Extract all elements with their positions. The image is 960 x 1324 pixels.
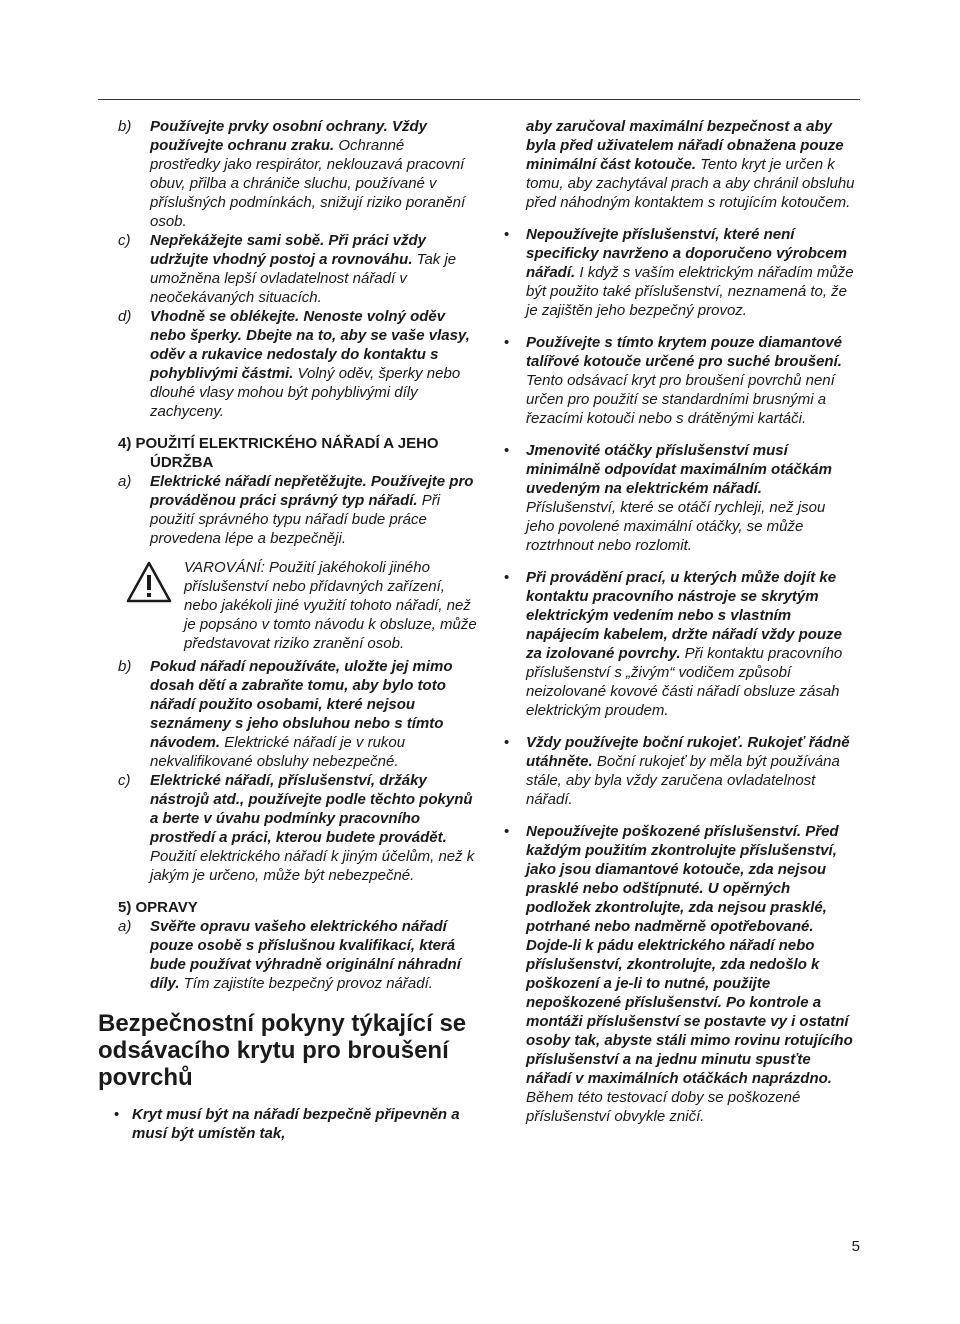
bullet-text: Boční rukojeť by měla být používána stále, aby byla vždy zaručena ovladatelnost nářadí. xyxy=(526,753,840,808)
item-marker: d) xyxy=(118,308,132,325)
right-column xyxy=(504,117,856,1126)
warning-block xyxy=(98,558,478,653)
bullet-bold-text: Při provádění prací, u kterých může dojít ke kontaktu pracovního nástroje se skrytým elektrickým vedením nebo s vlastním napájecím kabelem, držte nářadí vždy pouze za izolované povrchy. xyxy=(526,569,842,662)
list-item-1b xyxy=(98,117,478,231)
left-column xyxy=(98,117,478,1143)
warning-text: Použití jakéhokoli jiného příslušenství nebo přídavných zařízení, nebo jakékoli jiné využití tohoto nářadí, než je popsáno v tomto návodu k obsluze, může představovat riziko zranění osob. xyxy=(184,559,477,652)
bullet-item xyxy=(504,441,856,555)
bullet-bold-text: Vždy používejte boční rukojeť. Rukojeť řádně utáhněte. xyxy=(526,734,850,770)
bullet-bold-text: Používejte s tímto krytem pouze diamantové talířové kotouče určené pro suché broušení. xyxy=(526,334,842,370)
item-bold-text: Nepřekážejte sami sobě. Při práci vždy udržujte vhodný postoj a rovnováhu. xyxy=(150,232,426,268)
heading-line: 5) OPRAVY xyxy=(118,899,198,916)
bullet-dot: • xyxy=(504,226,510,243)
bullet-dot: • xyxy=(504,734,510,751)
item-bold-text: Používejte prvky osobní ochrany. Vždy používejte ochranu zraku. xyxy=(150,118,428,154)
bullet-text: Při kontaktu pracovního příslušenství s „živým“ vodičem způsobí neizolované kovové části nářadí obsluze zásah elektrickým proudem. xyxy=(526,645,843,719)
bullet-dot: • xyxy=(504,823,510,840)
item-text: Volný oděv, šperky nebo dlouhé vlasy mohou být pohyblivými díly zachyceny. xyxy=(150,365,461,420)
bullet-dot: • xyxy=(504,442,510,459)
list-item-4a xyxy=(98,472,478,548)
item-marker: c) xyxy=(118,772,131,789)
item-marker: a) xyxy=(118,918,132,935)
bullet-item xyxy=(504,225,856,320)
list-item-1d xyxy=(98,307,478,421)
list-item-5a xyxy=(98,917,478,993)
section-heading-4 xyxy=(98,434,478,472)
item-marker: b) xyxy=(118,118,132,135)
header-rule xyxy=(98,99,860,100)
item-text: Elektrické nářadí je v rukou nekvalifikované obsluhy nebezpečné. xyxy=(150,734,406,770)
heading-line: ÚDRŽBA xyxy=(150,454,214,471)
list-item-4c xyxy=(98,771,478,885)
item-text: Tím zajistíte bezpečný provoz nářadí. xyxy=(179,975,433,992)
bullet-text: Tento odsávací kryt pro broušení povrchů není určen pro použití se standardními brusnými a řezacími kotouči nebo s drátěnými kartáči. xyxy=(526,372,835,427)
bullet-bold-text: Nepoužívejte poškozené příslušenství. Před každým použitím zkontrolujte příslušenství, jako jsou diamantové kotouče, zda nejsou prasklé nebo odštípnuté. U opěrných podložek zkontrolujte, zda nejsou prasklé, potrhané nebo nadměrně opotřebované. Dojde-li k pádu elektrického nářadí nebo příslušenství, zkontrolujte, zda nedošlo k poškození a je-li to nutné, použijte nepoškozené příslušenství. Po kontrole a montáži příslušenství se postavte vy i ostatní osoby tak, abyste stáli mimo rovinu rotujícího příslušenství a na jednu minutu spusťte nářadí v maximálních otáčkách naprázdno. xyxy=(526,823,853,1087)
heading-line: 4) POUŽITÍ ELEKTRICKÉHO NÁŘADÍ A JEHO xyxy=(118,435,439,452)
item-text: Ochranné prostředky jako respirátor, neklouzavá pracovní obuv, přilba a chrániče sluchu, používané v příslušných podmínkách, snižují riziko poranění osob. xyxy=(150,137,466,230)
bullet-item xyxy=(504,333,856,428)
item-bold-text: Elektrické nářadí, příslušenství, držáky nástrojů atd., používejte podle těchto pokynů a berte v úvahu podmínky pracovního prostředí a práci, kterou budete provádět. xyxy=(150,772,473,846)
item-bold-text: Pokud nářadí nepoužíváte, uložte jej mimo dosah dětí a zabraňte tomu, aby bylo toto nářadí použito osobami, které nejsou seznámeny s jeho obsluhou nebo s tímto návodem. xyxy=(150,658,453,751)
item-text: Použití elektrického nářadí k jiným účelům, než k jakým je určeno, může být nebezpečné. xyxy=(150,848,475,884)
bullet-item xyxy=(504,733,856,809)
warning-triangle-icon xyxy=(126,561,172,603)
bullet-item xyxy=(98,1105,478,1143)
item-marker: c) xyxy=(118,232,131,249)
bullet-bold-text: Kryt musí být na nářadí bezpečně připevněn a musí být umístěn tak, xyxy=(132,1106,460,1142)
warning-label: VAROVÁNÍ: xyxy=(184,559,265,576)
bullet-bold-text: Jmenovité otáčky příslušenství musí minimálně odpovídat maximálním otáčkám uvedeným na elektrickém nářadí. xyxy=(526,442,832,497)
bullet-bold-text: aby zaručoval maximální bezpečnost a aby byla před uživatelem nářadí obnažena pouze minimální část kotouče. xyxy=(526,118,844,173)
bullet-text: Během této testovací doby se poškozené příslušenství obvykle zničí. xyxy=(526,1089,801,1125)
list-item-4b xyxy=(98,657,478,771)
item-bold-text: Vhodně se oblékejte. Nenoste volný oděv nebo šperky. Dbejte na to, aby se vaše vlasy, oděv a rukavice nedostaly do kontaktu s pohyblivými částmi. xyxy=(150,308,470,382)
item-marker: a) xyxy=(118,473,132,490)
bullet-dot: • xyxy=(504,334,510,351)
bullet-item xyxy=(504,822,856,1126)
bullet-bold-text: Nepoužívejte příslušenství, které není specificky navrženo a doporučeno výrobcem nářadí. xyxy=(526,226,847,281)
item-text: Tak je umožněna lepší ovladatelnost nářadí v neočekávaných situacích. xyxy=(150,251,457,306)
item-text: Při použití správného typu nářadí bude práce provedena lépe a bezpečněji. xyxy=(150,492,441,547)
item-bold-text: Elektrické nářadí nepřetěžujte. Používejte pro prováděnou práci správný typ nářadí. xyxy=(150,473,474,509)
bullet-continuation xyxy=(504,117,856,212)
bullet-text: Tento kryt je určen k tomu, aby zachytával prach a aby chránil obsluhu před náhodným kontaktem s rotujícím kotoučem. xyxy=(526,156,855,211)
item-marker: b) xyxy=(118,658,132,675)
page-number: 5 xyxy=(851,1238,860,1255)
bullet-item xyxy=(504,568,856,720)
bullet-dot: • xyxy=(114,1106,120,1123)
bullet-text: I když s vaším elektrickým nářadím může být použito také příslušenství, neznamená to, že je zajištěn jeho bezpečný provoz. xyxy=(526,264,854,319)
section-heading-5 xyxy=(98,898,478,917)
bullet-text: Příslušenství, které se otáčí rychleji, než jsou jeho povolené maximální otáčky, se může roztrhnout nebo rozlomit. xyxy=(526,499,826,554)
section-title: Bezpečnostní pokyny týkající se odsávacího krytu pro broušení povrchů xyxy=(98,1010,467,1091)
item-bold-text: Svěřte opravu vašeho elektrického nářadí pouze osobě s příslušnou kvalifikací, která bude používat výhradně originální náhradní díly. xyxy=(150,918,461,992)
list-item-1c xyxy=(98,231,478,307)
bullet-dot: • xyxy=(504,569,510,586)
